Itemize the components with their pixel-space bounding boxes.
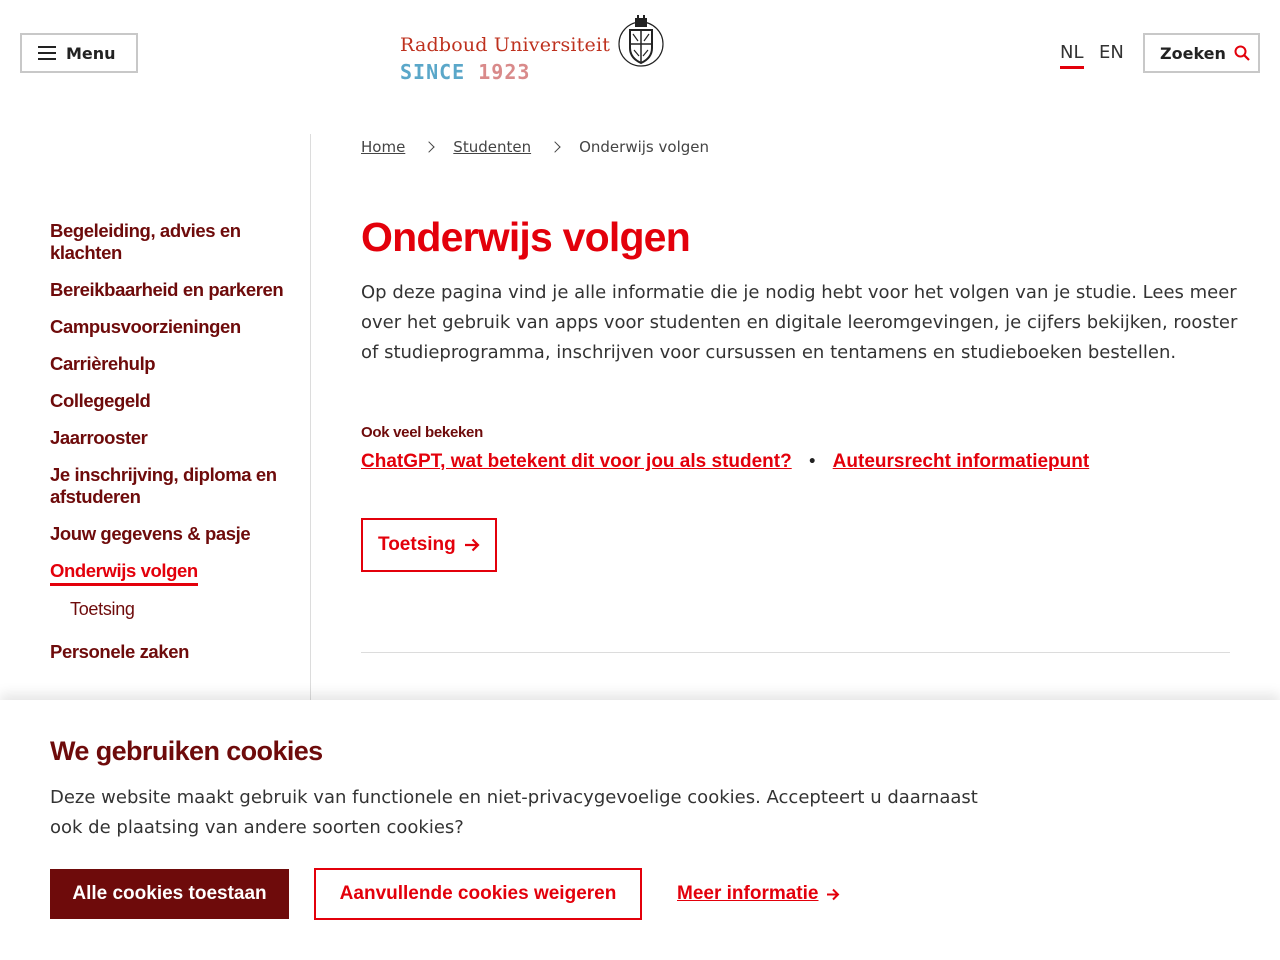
sidebar-item-carrierehulp[interactable]: Carrièrehulp bbox=[50, 353, 156, 374]
university-logo[interactable] bbox=[400, 14, 670, 84]
breadcrumb-studenten[interactable]: Studenten bbox=[453, 138, 532, 156]
sidebar-item-gegevens-pasje[interactable]: Jouw gegevens & pasje bbox=[50, 523, 251, 544]
lang-nl-link[interactable]: NL bbox=[1060, 42, 1084, 63]
bullet-separator: • bbox=[807, 454, 817, 470]
decline-cookies-button[interactable]: Aanvullende cookies weigeren bbox=[314, 868, 642, 920]
sidebar-item-bereikbaarheid[interactable]: Bereikbaarheid en parkeren bbox=[50, 279, 284, 300]
sidebar-item-campusvoorzieningen[interactable]: Campusvoorzieningen bbox=[50, 316, 241, 337]
hamburger-icon bbox=[38, 46, 56, 60]
content-divider bbox=[361, 652, 1230, 653]
chevron-right-icon bbox=[549, 141, 560, 152]
lang-en-link[interactable]: EN bbox=[1099, 42, 1124, 63]
sidebar-item-active-label: Onderwijs volgen bbox=[50, 560, 198, 586]
toetsing-button[interactable] bbox=[361, 518, 497, 572]
breadcrumb-home[interactable]: Home bbox=[361, 138, 406, 156]
sidebar-item-onderwijs-volgen[interactable] bbox=[50, 560, 290, 582]
search-button-label: Zoeken bbox=[1160, 43, 1226, 63]
sidebar-divider bbox=[310, 134, 311, 700]
intro-text: Op deze pagina vind je alle informatie die je nodig hebt voor het volgen van je studie. Lees meer over het gebruik van apps voor studenten en digitale leeromgevingen, je cijfers bekijken, rooster of studieprogramma, inschrijven voor cursussen en tentamens en studieboeken bestellen. bbox=[361, 282, 1238, 363]
sidebar-item-collegegeld[interactable]: Collegegeld bbox=[50, 390, 151, 411]
also-viewed-links bbox=[361, 451, 1089, 473]
chevron-right-icon bbox=[424, 141, 435, 152]
logo-name: Radboud Universiteit bbox=[400, 34, 611, 56]
toetsing-button-label: Toetsing bbox=[378, 534, 456, 555]
arrow-right-icon bbox=[464, 538, 480, 552]
menu-button[interactable] bbox=[20, 33, 138, 73]
sidebar-item-jaarrooster[interactable]: Jaarrooster bbox=[50, 427, 148, 448]
page-title: Onderwijs volgen bbox=[361, 214, 690, 260]
breadcrumb bbox=[361, 138, 709, 156]
more-info-label: Meer informatie bbox=[677, 883, 819, 904]
arrow-right-icon bbox=[826, 888, 840, 901]
cookie-title: We gebruiken cookies bbox=[50, 736, 323, 766]
sidebar-item-begeleiding[interactable]: Begeleiding, advies en klachten bbox=[50, 220, 241, 263]
link-chatgpt[interactable]: ChatGPT, wat betekent dit voor jou als student? bbox=[361, 451, 792, 472]
menu-button-label: Menu bbox=[66, 43, 116, 63]
sidebar-item-personele-zaken[interactable]: Personele zaken bbox=[50, 641, 189, 662]
logo-since: SINCE 1923 bbox=[400, 60, 531, 84]
sidebar-subitem-toetsing[interactable]: Toetsing bbox=[70, 599, 135, 619]
sidebar-nav bbox=[50, 220, 290, 678]
accept-cookies-button[interactable]: Alle cookies toestaan bbox=[50, 869, 289, 919]
breadcrumb-current: Onderwijs volgen bbox=[579, 138, 709, 156]
search-button[interactable] bbox=[1143, 33, 1260, 73]
link-auteursrecht[interactable]: Auteursrecht informatiepunt bbox=[832, 451, 1090, 472]
sidebar-item-inschrijving[interactable]: Je inschrijving, diploma en afstuderen bbox=[50, 464, 277, 507]
also-viewed-label: Ook veel bekeken bbox=[361, 424, 483, 441]
more-info-link[interactable] bbox=[677, 883, 840, 905]
cookie-banner bbox=[0, 700, 1280, 960]
cookie-text: Deze website maakt gebruik van functionele en niet-privacygevoelige cookies. Accepteert u daarnaast ook de plaatsing van andere soorten cookies? bbox=[50, 787, 978, 838]
search-icon bbox=[1234, 45, 1250, 61]
crest-icon bbox=[616, 14, 666, 70]
